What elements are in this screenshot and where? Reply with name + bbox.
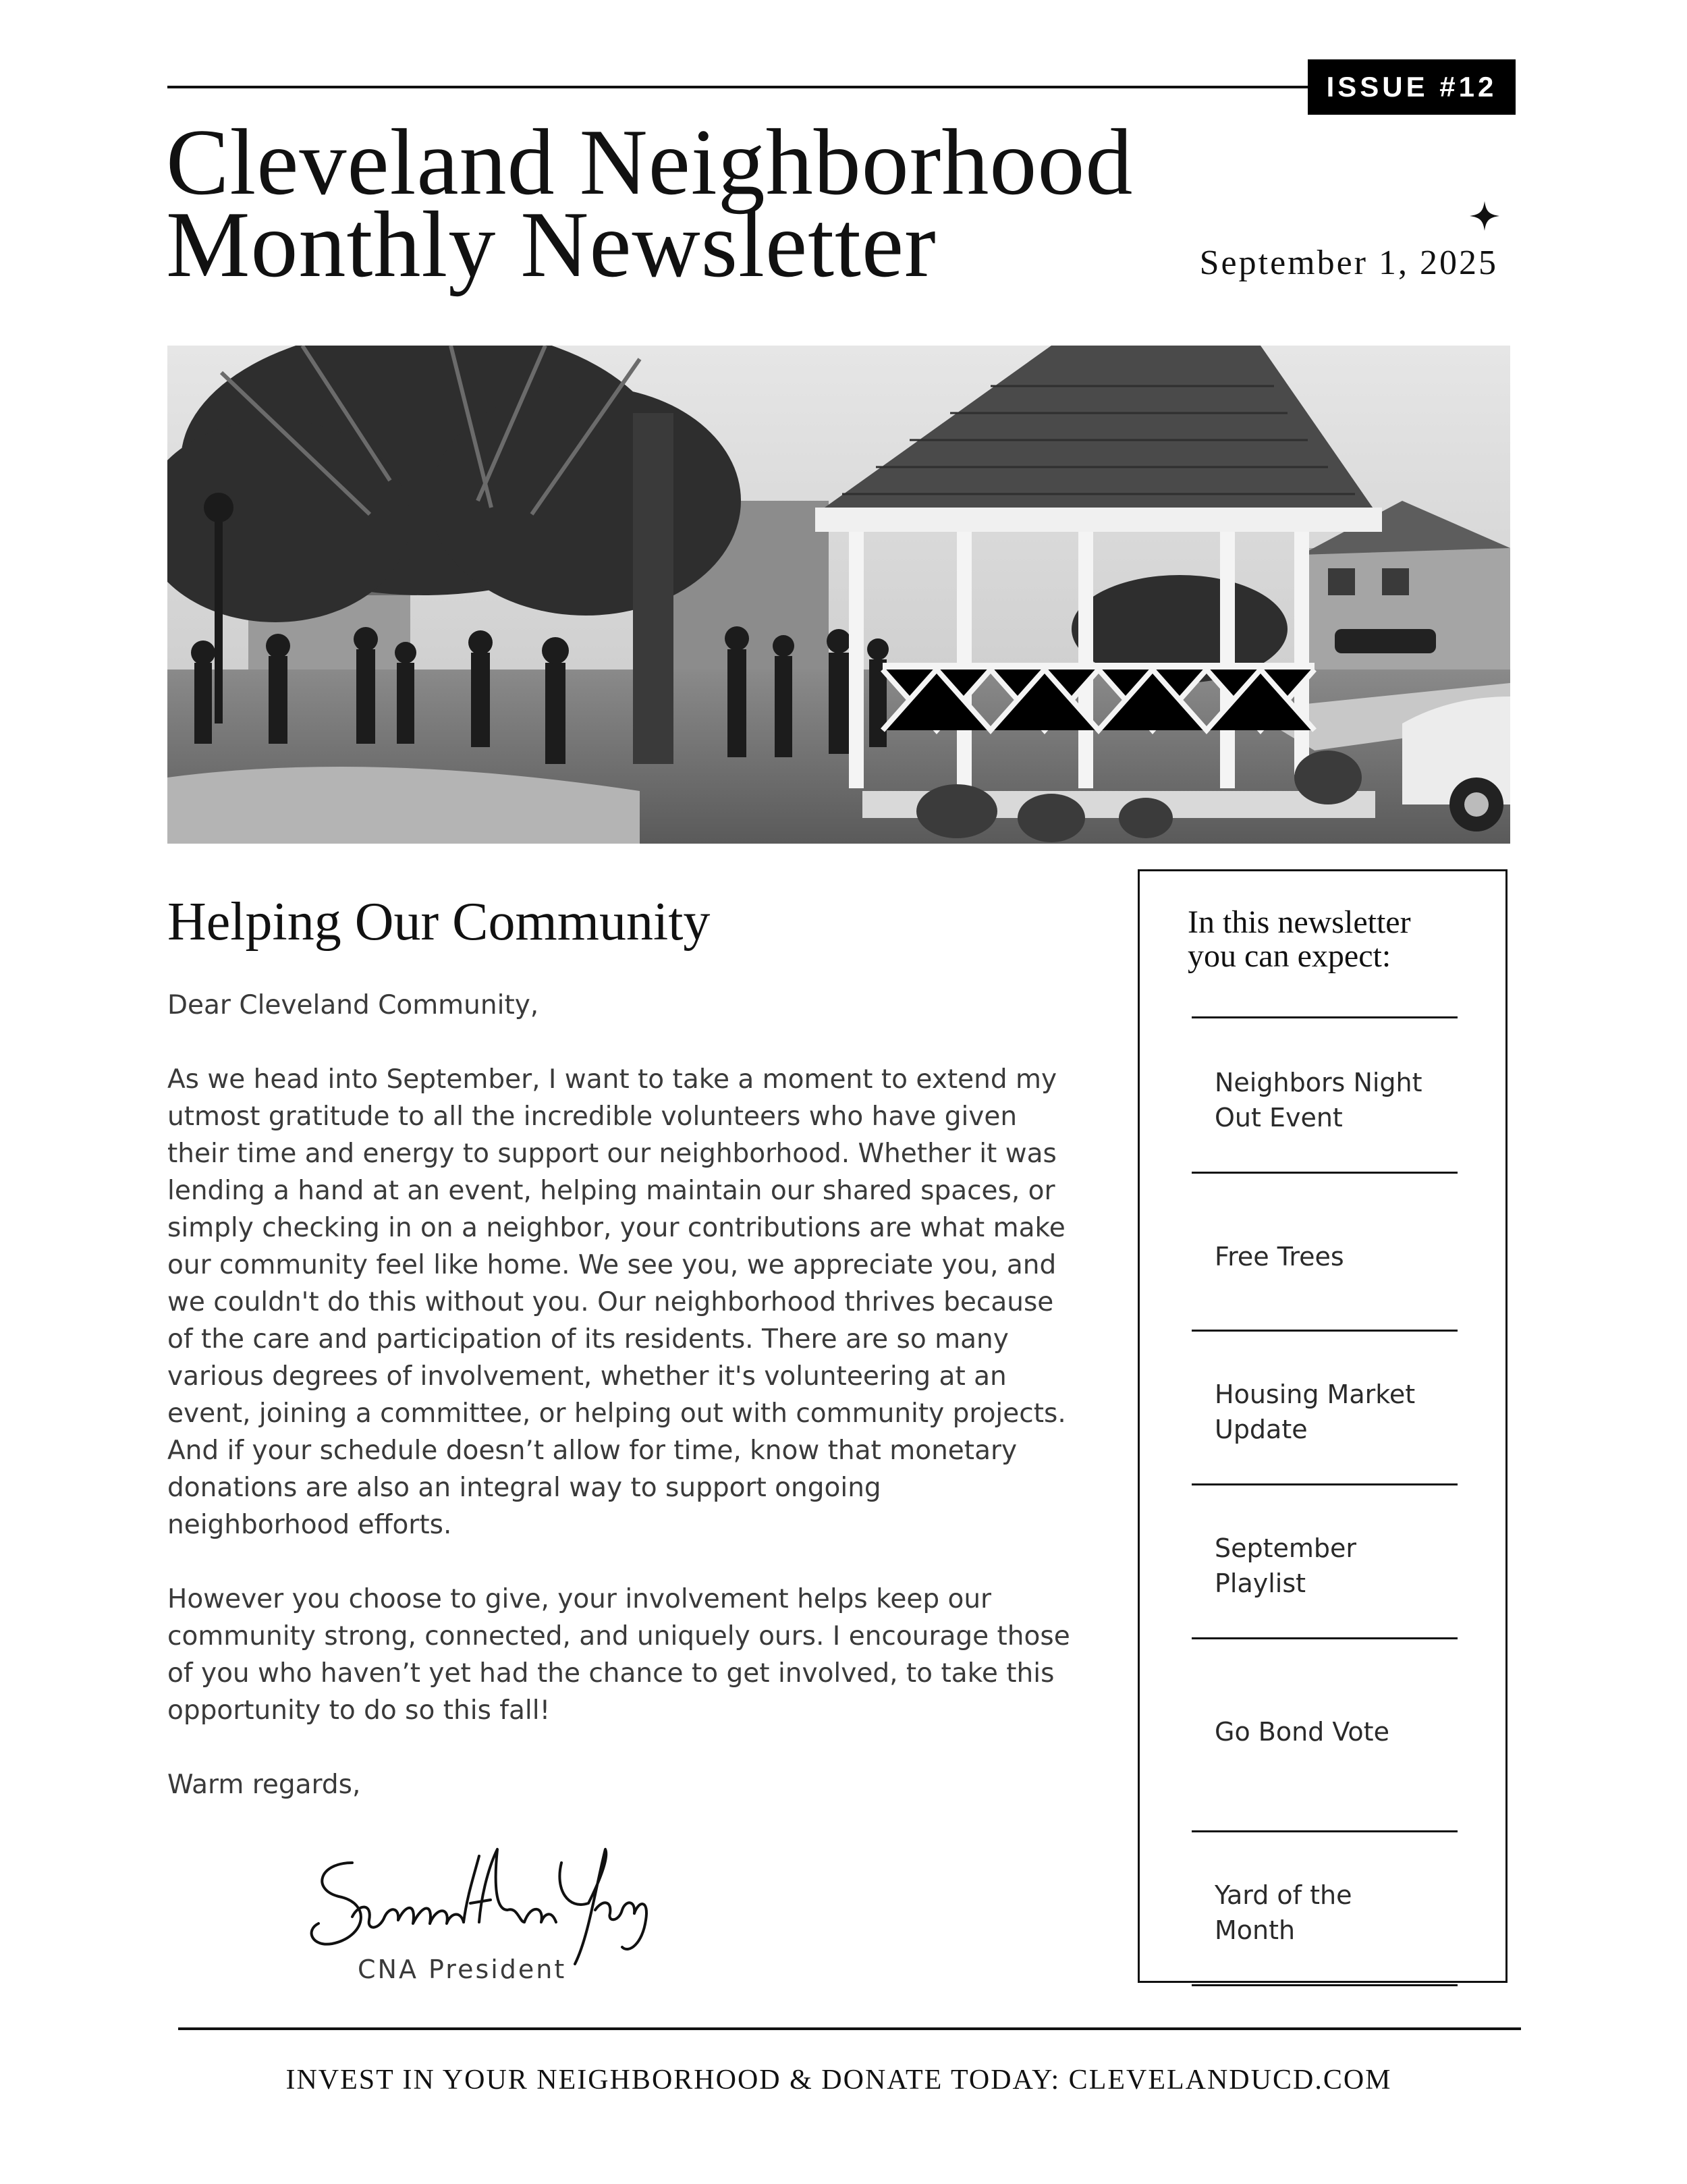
toc-divider: [1192, 1984, 1458, 1986]
toc-item: [1215, 1191, 1458, 1323]
article-body: [167, 987, 1072, 1803]
footer-donate-cta: INVEST IN YOUR NEIGHBORHOOD & DONATE TODAY: CLEVELANDUCD.COM: [285, 2065, 1392, 2096]
toc-item-line-1: Yard of the: [1215, 1880, 1352, 1910]
hero-photo: [167, 346, 1510, 844]
issue-date: September 1, 2025: [1199, 244, 1498, 282]
toc-item-line-1: September: [1215, 1533, 1357, 1563]
toc-item-line-1: Neighbors Night: [1215, 1068, 1422, 1097]
toc-divider: [1192, 1016, 1458, 1018]
toc-divider: [1192, 1172, 1458, 1174]
toc-item: [1215, 1664, 1458, 1799]
toc-item-line-1: Free Trees: [1215, 1242, 1344, 1272]
toc-item-line-2: Out Event: [1215, 1103, 1343, 1132]
toc-item-line-2: Update: [1215, 1415, 1308, 1444]
signer-title: CNA President: [358, 1955, 567, 1984]
issue-badge: ISSUE #12: [1308, 59, 1516, 115]
article-paragraph-1: As we head into September, I want to take a moment to extend my utmost gratitude to all the incredible volunteers who have given their time and energy to support our neighborhood. Whether it was lending a hand at an event, helping maintain our shared spaces, or simply checking in on a neighbor, your contributions are what make our community feel like home. We see you, we appreciate you, and we couldn't do this without you. Our neighborhood thrives because of the care and participation of its residents. There are so many various degrees of involvement, whether it's volunteering at an event, joining a committee, or helping out with community projects. And if your schedule doesn’t allow for time, know that monetary donations are also an integral way to support ongoing neighborhood efforts.: [167, 1064, 1066, 1540]
four-point-star-icon: [1470, 201, 1499, 231]
title-line-2: Monthly Newsletter: [166, 192, 937, 297]
toc-item: [1215, 1847, 1458, 1979]
salutation: Dear Cleveland Community,: [167, 990, 539, 1020]
handwritten-signature: [305, 1836, 656, 1971]
toc-divider: [1192, 1637, 1458, 1639]
toc-item-line-2: Playlist: [1215, 1568, 1306, 1598]
toc-heading: [1188, 906, 1485, 973]
toc-heading-line-2: you can expect:: [1188, 938, 1391, 974]
toc-item: [1215, 1500, 1458, 1632]
toc-divider: [1192, 1483, 1458, 1485]
toc-heading-line-1: In this newsletter: [1188, 904, 1411, 940]
toc-item: [1215, 1034, 1458, 1166]
toc-item: [1215, 1346, 1458, 1478]
title-line-1: Cleveland Neighborhood: [166, 110, 1134, 215]
article-heading: Helping Our Community: [167, 892, 711, 952]
toc-item-line-2: Month: [1215, 1915, 1296, 1945]
closing: Warm regards,: [167, 1770, 361, 1800]
toc-item-line-1: Go Bond Vote: [1215, 1717, 1389, 1747]
toc-item-line-1: Housing Market: [1215, 1380, 1416, 1409]
bottom-divider: [178, 2027, 1521, 2030]
top-divider: [167, 86, 1309, 88]
toc-divider: [1192, 1330, 1458, 1332]
newsletter-title: [166, 110, 1219, 297]
article-paragraph-2: However you choose to give, your involvement helps keep our community strong, connected, and uniquely ours. I encourage those of you who haven’t yet had the chance to get involved, to take this opportunity to do so this fall!: [167, 1584, 1070, 1726]
toc-divider: [1192, 1830, 1458, 1832]
